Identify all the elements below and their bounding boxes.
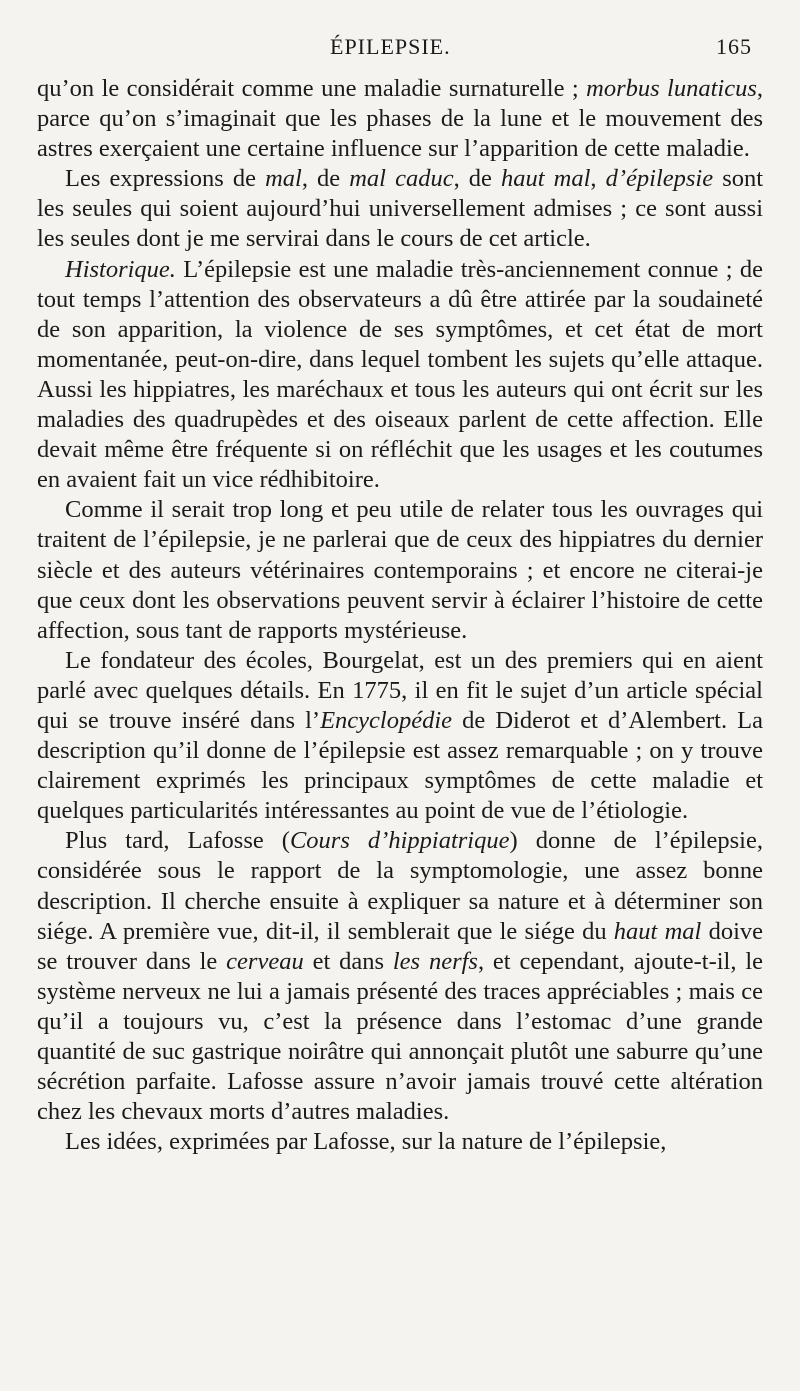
- italic-text: haut mal: [613, 917, 702, 945]
- text-run: Comme il serait trop long et peu utile de relater tous les ouvrages qui traitent de l’épilepsie, je ne parlerai que de ceux des hippiatres du dernier siècle et des auteurs vétérinaires contemporains ; et encore ne citerai-je que ceux dont les observations peuvent servir à éclairer l’histoire de cette affection, sous tant de rapports mystérieuse.: [37, 496, 763, 644]
- text-run: Plus tard, Lafosse (: [65, 827, 290, 855]
- text-run: Les expressions de: [65, 165, 266, 193]
- italic-text: les nerfs: [392, 947, 478, 975]
- text-run: sont les seules qui soient aujourd’hui universellement admises ; ce sont aussi les seules dont je me servirai dans le cours de cet article.: [37, 165, 764, 253]
- body-text: [37, 74, 763, 1157]
- text-run: , de: [453, 165, 501, 193]
- text-run: qu’on le considérait comme une maladie surnaturelle ;: [37, 75, 587, 102]
- italic-text: d’épilepsie: [605, 165, 714, 193]
- text-run: , de: [301, 165, 350, 193]
- italic-text: cerveau: [226, 947, 304, 975]
- page-header: [0, 28, 800, 64]
- text-run: ) donne de l’épilepsie, considérée sous le rapport de la symptomologie, une assez bonne description. Il cherche ensuite à expliquer sa nature et à déterminer son siége. A première vue, dit-il, il semblerait que le siége du: [37, 827, 763, 945]
- page-number: 165: [716, 34, 752, 59]
- italic-text: morbus lunaticus: [586, 75, 757, 102]
- paragraph: [37, 74, 763, 164]
- italic-text: mal caduc: [349, 165, 454, 193]
- text-run: Le fondateur des écoles, Bourgelat, est un des premiers qui en aient parlé avec quelques détails. En 1775, il en fit le sujet d’un article spécial qui se trouve inséré dans l’: [37, 646, 763, 734]
- paragraph: [37, 495, 763, 645]
- text-run: et dans: [303, 947, 393, 975]
- text-run: ,: [590, 165, 606, 193]
- running-head: ÉPILEPSIE.: [330, 34, 451, 59]
- text-run: L’épilepsie est une maladie très-anciennement connue ; de tout temps l’attention des observateurs a dû être attirée par la soudaineté de son apparition, la violence de ses symptômes, et cet état de mort momentanée, peut-on-dire, dans lequel tombent les sujets qu’elle attaque. Aussi les hippiatres, les maréchaux et tous les auteurs qui ont écrit sur les maladies des quadrupèdes et des oiseaux parlent de cette affection. Elle devait même être fréquente si on réfléchit que les usages et les coutumes en avaient fait un vice rédhibitoire.: [37, 255, 763, 494]
- text-run: Les idées, exprimées par Lafosse, sur la nature de l’épilepsie,: [65, 1128, 667, 1156]
- paragraph: [37, 255, 763, 496]
- italic-text: Cours d’hippiatrique: [289, 827, 510, 855]
- paragraph: [37, 1127, 763, 1157]
- paragraph: [37, 826, 763, 1127]
- paragraph: [37, 164, 763, 254]
- italic-text: haut mal: [501, 165, 591, 193]
- paragraph: [37, 646, 763, 827]
- italic-text: Encyclopédie: [320, 706, 453, 734]
- text-run: de Diderot et d’Alembert. La description qu’il donne de l’épilepsie est assez remarquable ; on y trouve clairement exprimés les principaux symptômes de cette maladie et quelques particularités intéressantes au point de vue de l’étiologie.: [37, 706, 763, 825]
- italic-text: Historique.: [65, 255, 176, 283]
- text-run: , et cependant, ajoute-t-il, le système nerveux ne lui a jamais présenté des traces appréciables ; mais ce qu’il a toujours vu, c’est la présence dans l’estomac d’une grande quantité de suc gastrique noirâtre qui annonçait plutôt une saburre qu’une sécrétion parfaite. Lafosse assure n’avoir jamais trouvé cette altération chez les chevaux morts d’autres maladies.: [37, 947, 764, 1126]
- italic-text: mal: [265, 165, 302, 193]
- text-run: , parce qu’on s’imaginait que les phases de la lune et le mouvement des astres exerçaient une certaine influence sur l’apparition de cette maladie.: [37, 75, 764, 163]
- text-run: doive se trouver dans le: [37, 917, 763, 975]
